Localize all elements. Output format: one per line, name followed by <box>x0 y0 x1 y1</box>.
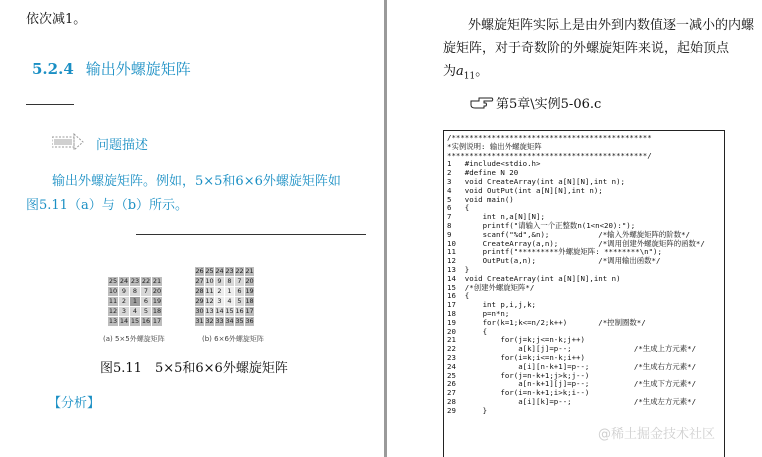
code-line: 7 int n,a[N][N]; <box>447 212 545 222</box>
matrix-cell: 4 <box>130 307 141 317</box>
caption-a: (a) 5×5外螺旋矩阵 <box>103 335 165 343</box>
top-line: 依次减1。 <box>26 12 87 27</box>
arrow-icon <box>52 133 84 151</box>
analysis-label: 【分析】 <box>48 396 101 411</box>
code-line: 21 for(j=k;j<=n-k;j++) <box>447 335 585 345</box>
problem-label: 问题描述 <box>96 138 149 153</box>
matrix-row <box>195 287 255 297</box>
file-reference-text: 第5章\实例5-06.c <box>496 97 602 112</box>
code-line: 12 OutPut(a,n); /*调用输出函数*/ <box>447 256 661 266</box>
matrix-cell: 33 <box>215 317 224 325</box>
matrix-cell: 13 <box>205 307 214 315</box>
matrix-cell: 21 <box>152 277 162 285</box>
code-line: 28 a[i][k]=p--; /*生成左方元素*/ <box>447 396 697 406</box>
matrix-cell: 11 <box>108 297 118 305</box>
matrix-cell: 6 <box>141 297 152 307</box>
code-line: 16 { <box>447 291 470 301</box>
matrix-row <box>108 317 163 327</box>
matrix-cell: 31 <box>195 317 204 325</box>
paragraph-line-3: 为$a_{11}$。 <box>443 64 489 82</box>
code-line: 26 a[n-k+1][j]=p--; /*生成下方元素*/ <box>447 379 697 389</box>
matrix-5x5 <box>107 276 163 327</box>
matrix-cell: 25 <box>108 277 118 285</box>
matrix-cell: 29 <box>195 297 204 305</box>
divider-long <box>136 234 366 235</box>
matrix-cell: 10 <box>205 277 214 285</box>
matrix-cell: 22 <box>235 267 244 275</box>
matrix-cell: 5 <box>235 297 245 307</box>
code-line: *********************************************/ <box>447 150 652 160</box>
section-heading <box>32 58 191 79</box>
watermark: @稀土掘金技术社区 <box>598 427 716 442</box>
divider-short <box>26 104 74 105</box>
code-line: 22 a[k][j]=p--; /*生成上方元素*/ <box>447 344 697 354</box>
matrix-row <box>195 267 255 277</box>
file-reference <box>470 93 601 112</box>
code-line: 20 { <box>447 326 488 336</box>
matrix-cell: 6 <box>235 287 245 297</box>
matrix-cell: 19 <box>245 287 254 295</box>
matrix-cell: 7 <box>141 287 152 297</box>
code-line: 29 } <box>447 405 488 415</box>
code-line: 1 #include<stdio.h> <box>447 159 541 169</box>
matrix-cell: 3 <box>215 297 225 307</box>
matrix-cell: 35 <box>235 317 244 325</box>
matrix-cell: 12 <box>205 297 214 305</box>
matrix-cell: 2 <box>119 297 130 307</box>
code-line: 25 for(j=n-k+1;j>k;j--) <box>447 370 590 380</box>
code-line: 19 for(k=1;k<=n/2;k++) /*控制圈数*/ <box>447 317 646 327</box>
matrix-cell: 9 <box>215 277 225 287</box>
pointing-hand-icon <box>470 96 494 110</box>
caption-b: (b) 6×6外螺旋矩阵 <box>202 335 264 343</box>
matrix-cell: 4 <box>225 297 235 307</box>
matrix-row <box>108 307 163 317</box>
code-line: 13 } <box>447 264 470 274</box>
matrix-row <box>108 297 163 307</box>
code-line: 6 { <box>447 203 470 213</box>
matrix-6x6 <box>194 266 255 327</box>
matrix-cell: 1 <box>225 287 235 297</box>
matrix-cell: 18 <box>152 307 162 315</box>
matrix-row <box>195 297 255 307</box>
paragraph-line-1: 外螺旋矩阵实际上是由外到内数值逐一减小的内螺 <box>468 18 755 33</box>
matrix-cell: 1 <box>130 297 141 307</box>
code-line: 14 void CreateArray(int a[N][N],int n) <box>447 273 621 283</box>
matrix-cell: 17 <box>245 307 254 315</box>
matrix-row <box>195 307 255 317</box>
matrix-cell: 14 <box>215 307 224 315</box>
matrix-cell: 25 <box>205 267 214 275</box>
description-line-2: 图5.11（a）与（b）所示。 <box>26 198 189 213</box>
code-line: 11 printf("*********外螺旋矩阵: ********\n"); <box>447 247 662 257</box>
matrix-cell: 28 <box>195 287 204 295</box>
matrix-cell: 20 <box>245 277 254 285</box>
code-line: 8 printf("请输入一个正整数n(1<n<20):"); <box>447 220 636 230</box>
matrix-cell: 11 <box>205 287 214 295</box>
matrix-cell: 36 <box>245 317 254 325</box>
code-listing <box>443 130 725 457</box>
matrix-cell: 16 <box>235 307 244 315</box>
matrix-cell: 23 <box>130 277 140 285</box>
matrix-cell: 2 <box>215 287 225 297</box>
code-line: 24 a[i][n-k+1]=p--; /*生成右方元素*/ <box>447 361 697 371</box>
matrix-cell: 14 <box>119 317 129 325</box>
code-line: 2 #define N 20 <box>447 168 519 178</box>
matrix-cell: 15 <box>225 307 234 315</box>
matrix-cell: 12 <box>108 307 118 315</box>
matrix-cell: 18 <box>245 297 254 305</box>
matrix-row <box>108 277 163 287</box>
matrix-cell: 21 <box>245 267 254 275</box>
figure-caption: 图5.11 5×5和6×6外螺旋矩阵 <box>100 361 288 376</box>
matrix-cell: 30 <box>195 307 204 315</box>
description-line-1: 输出外螺旋矩阵。例如，5×5和6×6外螺旋矩阵如 <box>52 174 341 189</box>
code-line: /********************************************* <box>447 133 652 142</box>
code-line: 17 int p,i,j,k; <box>447 300 536 310</box>
code-line: 3 void CreateArray(int a[N][N],int n); <box>447 176 625 186</box>
matrix-row <box>108 287 163 297</box>
section-number: 5.2.4 <box>32 60 74 78</box>
matrix-cell: 34 <box>225 317 234 325</box>
matrix-cell: 5 <box>141 307 152 317</box>
matrix-cell: 20 <box>152 287 162 295</box>
matrix-cell: 19 <box>152 297 162 305</box>
matrix-cell: 15 <box>130 317 140 325</box>
matrix-cell: 32 <box>205 317 214 325</box>
matrix-cell: 9 <box>119 287 130 297</box>
matrix-cell: 24 <box>215 267 224 275</box>
matrix-row <box>195 317 255 327</box>
matrix-cell: 27 <box>195 277 204 285</box>
section-title: 输出外螺旋矩阵 <box>85 60 191 78</box>
matrix-cell: 16 <box>141 317 151 325</box>
matrix-cell: 24 <box>119 277 129 285</box>
matrix-cell: 22 <box>141 277 151 285</box>
code-line: 4 void OutPut(int a[N][N],int n); <box>447 185 603 195</box>
matrix-cell: 8 <box>225 277 235 287</box>
matrix-cell: 8 <box>130 287 141 297</box>
matrix-cell: 26 <box>195 267 204 275</box>
code-line: 27 for(i=n-k+1;i>k;i--) <box>447 388 590 398</box>
matrix-cell: 7 <box>235 277 245 287</box>
paragraph-line-2: 旋矩阵，对于奇数阶的外螺旋矩阵来说，起始顶点 <box>443 41 730 56</box>
code-line: 5 void main() <box>447 194 514 204</box>
matrix-cell: 23 <box>225 267 234 275</box>
code-line: 15 /*创建外螺旋矩阵*/ <box>447 282 535 292</box>
matrix-cell: 17 <box>152 317 162 325</box>
code-line: 10 CreateArray(a,n); /*调用创建外螺旋矩阵的函数*/ <box>447 238 705 248</box>
matrix-row <box>195 277 255 287</box>
code-line: 23 for(i=k;i<=n-k;i++) <box>447 352 585 362</box>
code-line: *实例说明: 输出外螺旋矩阵 <box>447 141 542 151</box>
code-line: 18 p=n*n; <box>447 308 510 318</box>
matrix-cell: 10 <box>108 287 118 295</box>
code-line: 9 scanf("%d",&n); /*输入外螺旋矩阵的阶数*/ <box>447 229 690 239</box>
matrix-cell: 3 <box>119 307 130 317</box>
matrix-cell: 13 <box>108 317 118 325</box>
